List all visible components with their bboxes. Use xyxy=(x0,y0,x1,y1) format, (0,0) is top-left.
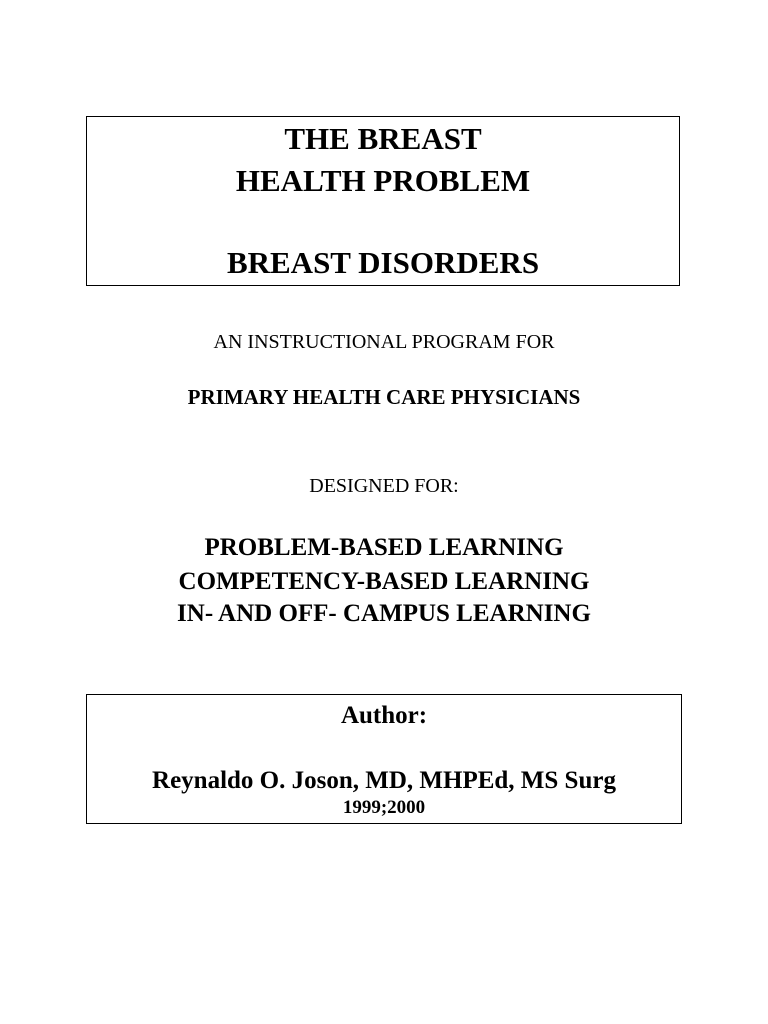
author-label: Author: xyxy=(340,702,428,729)
intro-text: AN INSTRUCTIONAL PROGRAM FOR xyxy=(213,331,555,353)
title-line-1: THE BREAST xyxy=(284,121,482,156)
designed-for-text: DESIGNED FOR: xyxy=(309,475,459,497)
method-line-3: IN- AND OFF- CAMPUS LEARNING xyxy=(177,600,591,627)
title-box xyxy=(86,116,680,286)
audience-text: PRIMARY HEALTH CARE PHYSICIANS xyxy=(187,385,581,409)
method-line-2: COMPETENCY-BASED LEARNING xyxy=(178,568,590,595)
title-line-3: BREAST DISORDERS xyxy=(226,245,540,280)
author-years: 1999;2000 xyxy=(342,797,426,818)
method-line-1: PROBLEM-BASED LEARNING xyxy=(204,534,564,561)
author-box xyxy=(86,694,682,824)
title-line-2: HEALTH PROBLEM xyxy=(235,163,531,198)
author-name: Reynaldo O. Joson, MD, MHPEd, MS Surg xyxy=(152,767,616,794)
